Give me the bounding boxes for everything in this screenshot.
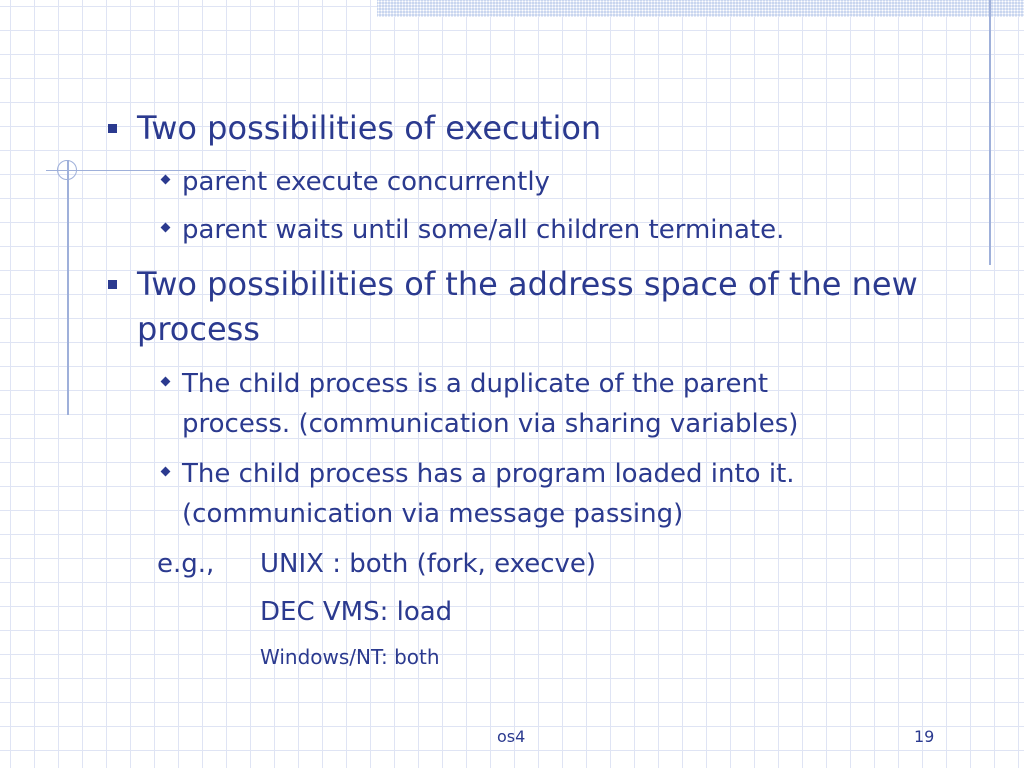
bullet-level2-program-loaded (182, 454, 902, 534)
example-line-unix: UNIX : both (fork, execve) (260, 549, 597, 579)
example-label: e.g., (157, 549, 215, 579)
bullet-text: The child process is a duplicate of the parent process. (communication via sharing variables) (182, 369, 799, 439)
bullet-text: Two possibilities of execution (137, 109, 602, 147)
square-bullet-icon (108, 124, 117, 133)
diamond-bullet-icon (161, 377, 171, 387)
bullet-level2-duplicate (182, 364, 882, 444)
bullet-level2-wait (182, 210, 942, 250)
bullet-level1-address-space (137, 262, 927, 352)
example-line-windows: Windows/NT: both (260, 645, 440, 669)
bullet-text: The child process has a program loaded into it. (communication via message passing) (182, 459, 795, 529)
bullet-level1-execution (137, 106, 937, 151)
bullet-level2-concurrent (182, 162, 942, 202)
diamond-bullet-icon (161, 467, 171, 477)
bullet-text: parent waits until some/all children terminate. (182, 215, 785, 245)
bullet-text: Two possibilities of the address space of the new process (137, 265, 918, 348)
example-line-vms: DEC VMS: load (260, 597, 453, 627)
diamond-bullet-icon (161, 223, 171, 233)
bullet-text: parent execute concurrently (182, 167, 550, 197)
square-bullet-icon (108, 280, 117, 289)
diamond-bullet-icon (161, 175, 171, 185)
page-number: 19 (914, 727, 935, 746)
footer-title: os4 (497, 727, 526, 746)
